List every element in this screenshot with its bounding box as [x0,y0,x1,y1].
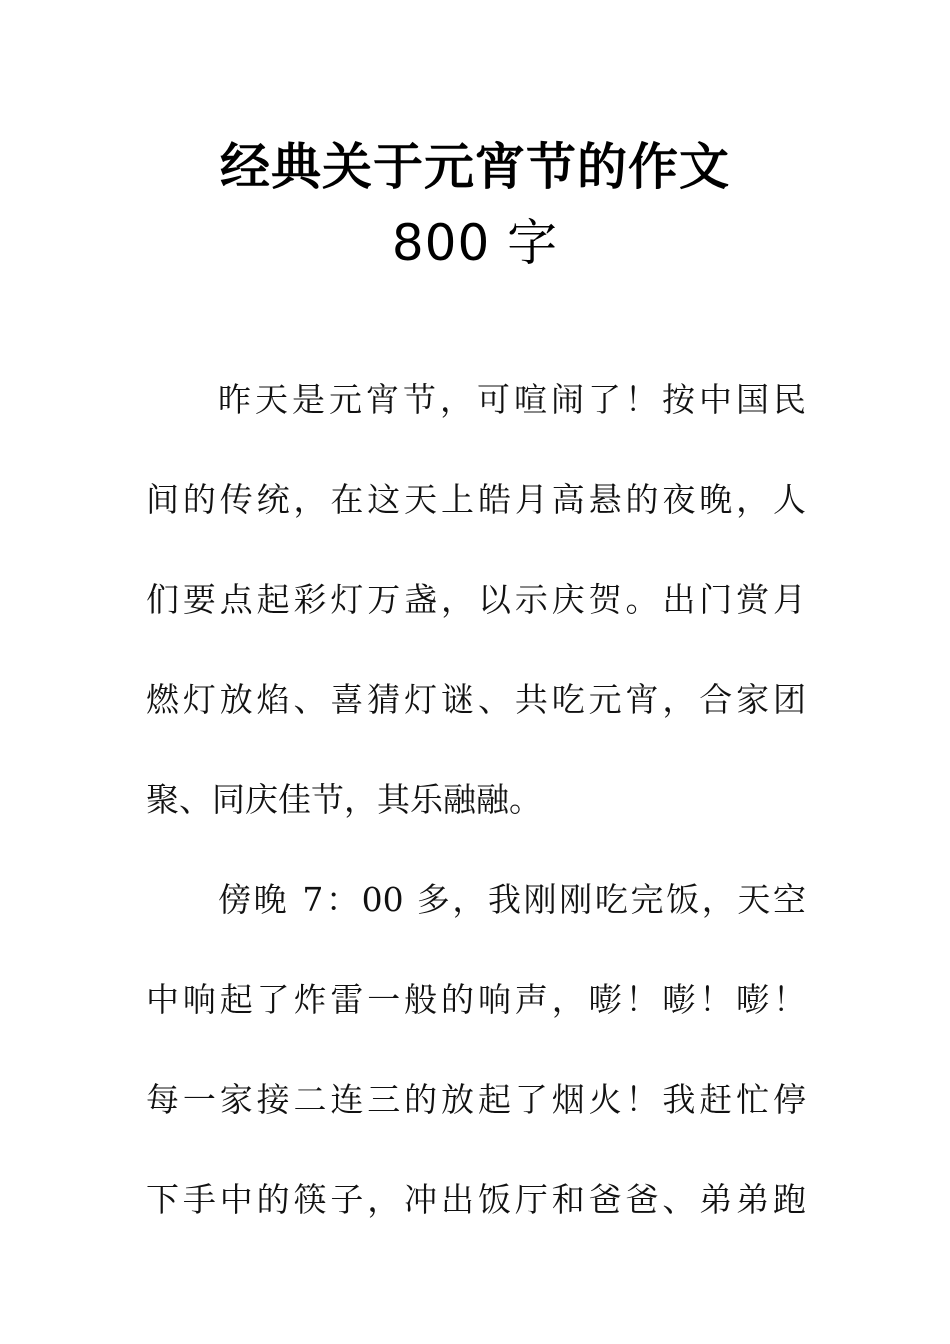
paragraph-line: 中响起了炸雷一般的响声，嘭！嘭！嘭！ [146,980,806,1019]
paragraph-line: 昨天是元宵节，可喧闹了！按中国民 [218,380,806,419]
paragraph-line: 燃灯放焰、喜猜灯谜、共吃元宵，合家团 [146,680,806,719]
paragraph-line: 下手中的筷子，冲出饭厅和爸爸、弟弟跑 [146,1180,806,1219]
paragraph-line: 傍晚 7：00 多，我刚刚吃完饭，天空 [218,880,806,919]
document-title-line-1: 经典关于元宵节的作文 [220,138,730,196]
paragraph-line: 间的传统，在这天上皓月高悬的夜晚，人 [146,480,806,519]
paragraph-line: 每一家接二连三的放起了烟火！我赶忙停 [146,1080,806,1119]
document-title-line-2: 800 字 [391,214,559,272]
paragraph-line: 们要点起彩灯万盏，以示庆贺。出门赏月 [146,580,806,619]
paragraph-line: 聚、同庆佳节，其乐融融。 [146,780,542,819]
